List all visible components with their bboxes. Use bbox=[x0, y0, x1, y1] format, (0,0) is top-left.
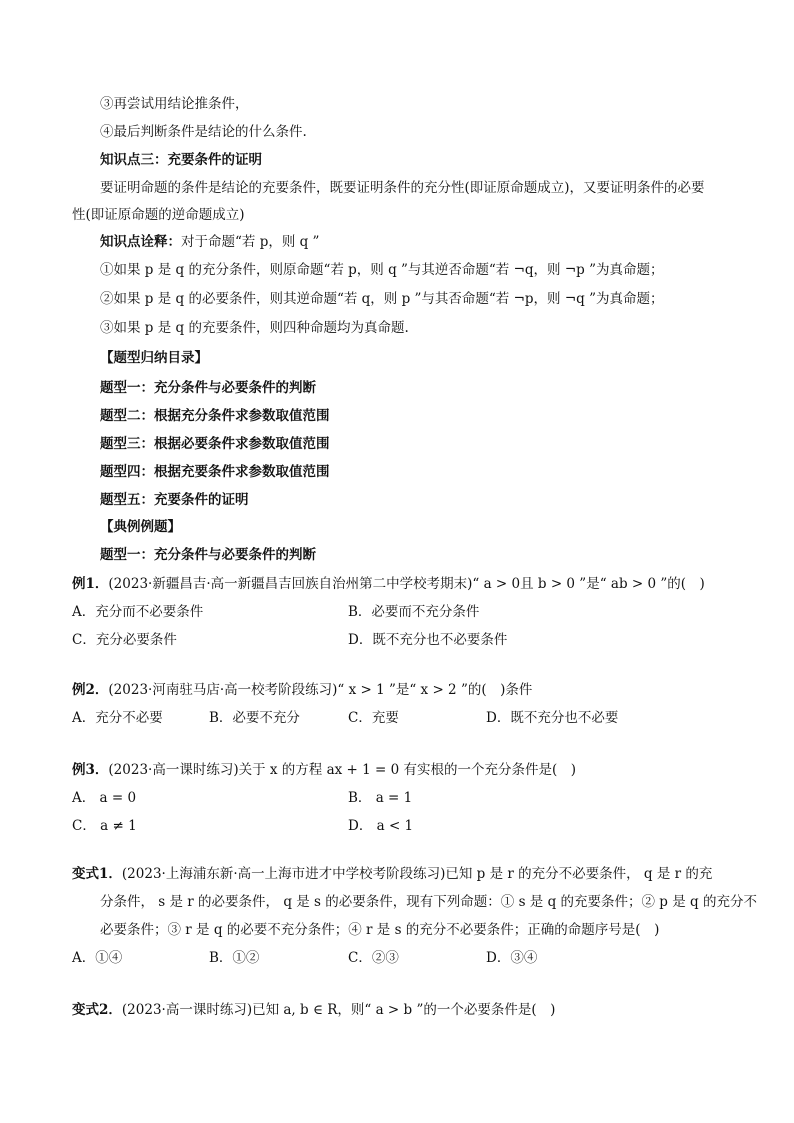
example-3-text: (2023·高一课时练习)关于 x 的方程 ax + 1 = 0 有实根的一个充分条件是( ) bbox=[108, 762, 577, 778]
example-1-option-b: B．必要而不充分条件 bbox=[348, 604, 480, 620]
catalog-item-5: 题型五：充要条件的证明 bbox=[100, 492, 249, 508]
example-2-option-b: B．必要不充分 bbox=[209, 710, 300, 726]
example-3-question bbox=[72, 760, 576, 780]
explanation-line-1: ①如果 p 是 q 的充分条件，则原命题“若 p，则 q ”与其逆否命题“若 ¬q，则 ¬p ”为真命题； bbox=[100, 262, 664, 278]
explanation-head: 对于命题“若 p，则 q ” bbox=[181, 234, 320, 250]
example-2-question bbox=[72, 680, 532, 700]
example-1-option-c: C．充分必要条件 bbox=[72, 632, 177, 648]
knowledge-point-3-title: 知识点三：充要条件的证明 bbox=[100, 152, 262, 168]
example-2-label: 例2． bbox=[72, 682, 109, 698]
example-2-option-d: D．既不充分也不必要 bbox=[486, 710, 619, 726]
example-2-option-c: C．充要 bbox=[348, 710, 399, 726]
variant-1-text-1: (2023·上海浦东新·高一上海市进才中学校考阶段练习)已知 p 是 r 的充分不必要条件， q 是 r 的充 bbox=[121, 866, 713, 882]
step-4: ④最后判断条件是结论的什么条件. bbox=[100, 124, 307, 140]
example-1-label: 例1． bbox=[72, 576, 109, 592]
variant-1-question-line-1 bbox=[72, 864, 712, 884]
example-1-option-d: D．既不充分也不必要条件 bbox=[348, 632, 508, 648]
catalog-item-1: 题型一：充分条件与必要条件的判断 bbox=[100, 380, 316, 396]
variant-1-option-c: C．②③ bbox=[348, 950, 399, 966]
explanation-line-2: ②如果 p 是 q 的必要条件，则其逆命题“若 q，则 p ”与其否命题“若 ¬p，则 ¬q ”为真命题； bbox=[100, 291, 664, 307]
example-3-option-d: D． a < 1 bbox=[348, 818, 414, 834]
variant-1-question-line-3: 必要条件；③ r 是 q 的必要不充分条件；④ r 是 s 的充分不必要条件；正确的命题序号是( ) bbox=[100, 922, 660, 938]
example-3-option-c: C． a ≠ 1 bbox=[72, 818, 137, 834]
example-1-option-a: A．充分而不必要条件 bbox=[72, 604, 204, 620]
examples-title: 【典例例题】 bbox=[100, 519, 181, 535]
variant-2-question bbox=[72, 1000, 555, 1020]
explanation-header bbox=[100, 232, 319, 252]
catalog-item-4: 题型四：根据充要条件求参数取值范围 bbox=[100, 464, 330, 480]
catalog-title: 【题型归纳目录】 bbox=[100, 350, 208, 366]
catalog-item-3: 题型三：根据必要条件求参数取值范围 bbox=[100, 436, 330, 452]
example-1-text: (2023·新疆昌吉·高一新疆昌吉回族自治州第二中学校考期末)“ a > 0且 b > 0 ”是“ ab > 0 ”的( ) bbox=[108, 576, 705, 592]
variant-1-option-a: A．①④ bbox=[72, 950, 123, 966]
variant-1-option-b: B．①② bbox=[209, 950, 260, 966]
example-2-option-a: A．充分不必要 bbox=[72, 710, 163, 726]
catalog-item-2: 题型二：根据充分条件求参数取值范围 bbox=[100, 408, 330, 424]
example-3-option-b: B． a = 1 bbox=[348, 790, 413, 806]
variant-1-label: 变式1． bbox=[72, 866, 122, 882]
knowledge-point-3-para-line-1: 要证明命题的条件是结论的充要条件，既要证明条件的充分性(即证原命题成立)，又要证明条件的必要 bbox=[100, 180, 705, 196]
knowledge-point-3-para-line-2: 性(即证原命题的逆命题成立) bbox=[72, 207, 245, 223]
type-1-title: 题型一：充分条件与必要条件的判断 bbox=[100, 547, 316, 563]
step-3: ③再尝试用结论推条件， bbox=[100, 96, 249, 112]
variant-1-option-d: D．③④ bbox=[486, 950, 538, 966]
example-3-label: 例3． bbox=[72, 762, 109, 778]
example-2-text: (2023·河南驻马店·高一校考阶段练习)“ x > 1 ”是“ x > 2 ”的( )条件 bbox=[108, 682, 533, 698]
variant-2-label: 变式2． bbox=[72, 1002, 122, 1018]
variant-1-question-line-2: 分条件， s 是 r 的必要条件， q 是 s 的必要条件，现有下列命题：① s 是 q 的充要条件；② p 是 q 的充分不 bbox=[100, 894, 757, 910]
explanation-line-3: ③如果 p 是 q 的充要条件，则四种命题均为真命题. bbox=[100, 320, 409, 336]
example-1-question bbox=[72, 574, 705, 594]
explanation-title: 知识点诠释： bbox=[100, 234, 181, 250]
variant-2-text: (2023·高一课时练习)已知 a, b ∈ R，则“ a > b ”的一个必要条件是( ) bbox=[121, 1002, 556, 1018]
example-3-option-a: A． a = 0 bbox=[72, 790, 137, 806]
